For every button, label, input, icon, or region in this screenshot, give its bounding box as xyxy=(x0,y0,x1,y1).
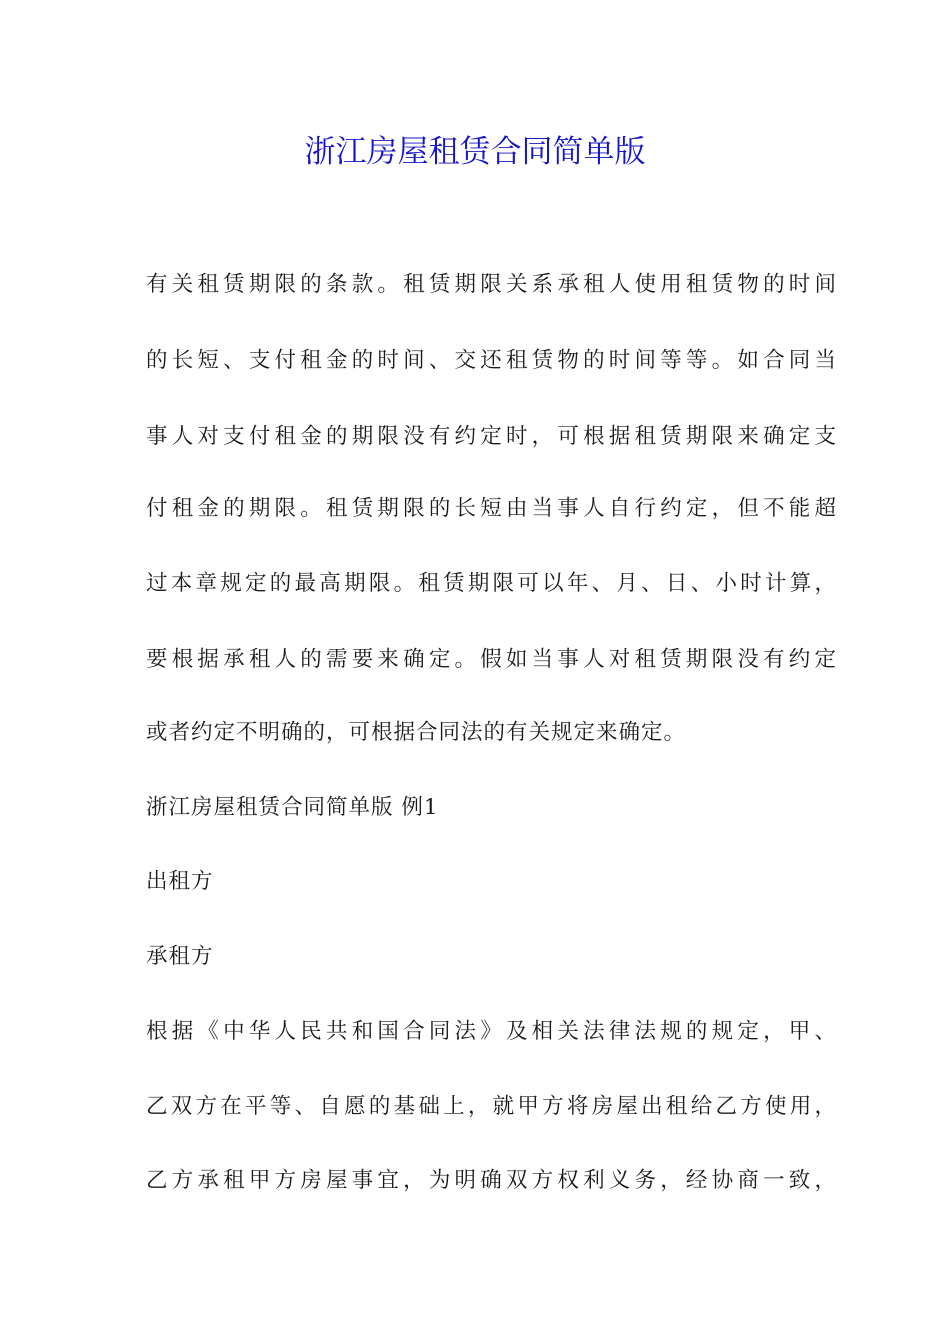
paragraph1-line-1: 有关租赁期限的条款。租赁期限关系承租人使用租赁物的时间 xyxy=(146,272,836,297)
paragraph2-line-3: 乙方承租甲方房屋事宜，为明确双方权利义务，经协商一致， xyxy=(146,1168,836,1193)
paragraph2-line-2: 乙双方在平等、自愿的基础上，就甲方将房屋出租给乙方使用， xyxy=(146,1094,836,1119)
document-title: 浙江房屋租赁合同简单版 xyxy=(304,134,646,170)
paragraph2-line-1: 根据《中华人民共和国合同法》及相关法律法规的规定，甲、 xyxy=(146,1019,836,1044)
paragraph1-line-7: 或者约定不明确的，可根据合同法的有关规定来确定。 xyxy=(146,720,687,745)
paragraph1-line-6: 要根据承租人的需要来确定。假如当事人对租赁期限没有约定 xyxy=(146,647,836,672)
paragraph1-line-4: 付租金的期限。租赁期限的长短由当事人自行约定，但不能超 xyxy=(146,496,836,521)
paragraph1-line-2: 的长短、支付租金的时间、交还租赁物的时间等等。如合同当 xyxy=(146,348,836,373)
paragraph1-line-5: 过本章规定的最高期限。租赁期限可以年、月、日、小时计算， xyxy=(146,571,836,596)
paragraph1-line-3: 事人对支付租金的期限没有约定时，可根据租赁期限来确定支 xyxy=(146,424,836,449)
lessor-label: 出租方 xyxy=(146,869,214,894)
example-heading: 浙江房屋租赁合同简单版 例1 xyxy=(146,795,439,820)
lessee-label: 承租方 xyxy=(146,944,214,969)
